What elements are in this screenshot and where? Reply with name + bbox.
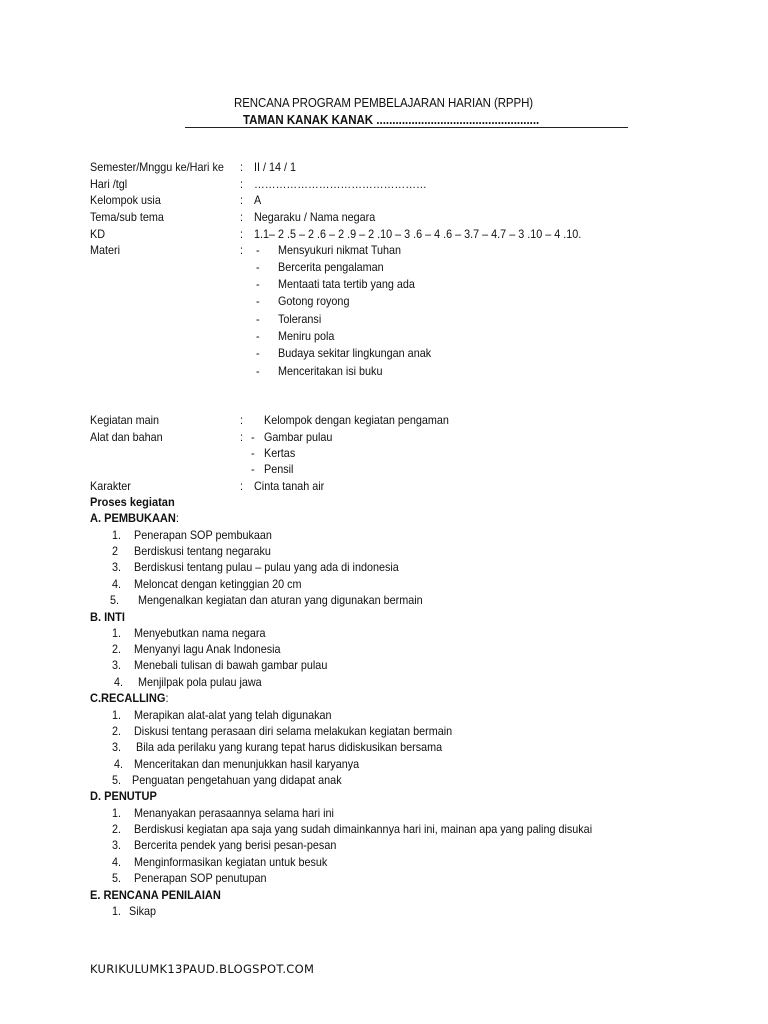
- list-item: Menceritakan dan menunjukkan hasil karyanya: [134, 757, 360, 771]
- list-item-dash: -: [256, 312, 260, 326]
- list-item-dash: -: [251, 462, 255, 476]
- list-item-number: 4.: [114, 675, 124, 689]
- list-item-dash: -: [256, 260, 260, 274]
- penilaian-heading: E. RENCANA PENILAIAN: [90, 888, 221, 902]
- inti-heading: B. INTI: [90, 610, 125, 624]
- list-item: Toleransi: [278, 312, 322, 326]
- pembukaan-heading-text: A. PEMBUKAAN: [90, 511, 176, 525]
- list-item-number: 4.: [112, 855, 122, 869]
- list-item-dash: -: [256, 346, 260, 360]
- document-title: RENCANA PROGRAM PEMBELAJARAN HARIAN (RPPH): [234, 96, 534, 110]
- list-item: Menjilpak pola pulau jawa: [138, 675, 262, 689]
- kd-value: 1.1– 2 .5 – 2 .6 – 2 .9 – 2 .10 – 3 .6 – 4 .6 – 3.7 – 4.7 – 3 .10 – 4 .10.: [254, 227, 582, 241]
- list-item-number: 3.: [112, 838, 122, 852]
- list-item-number: 2.: [112, 724, 122, 738]
- list-item-dash: -: [251, 430, 255, 444]
- semester-colon: :: [240, 160, 244, 174]
- document-subtitle: TAMAN KANAK KANAK ...................................................: [243, 113, 540, 127]
- karakter-colon: :: [240, 479, 244, 493]
- penutup-heading: D. PENUTUP: [90, 789, 157, 803]
- list-item: Menginformasikan kegiatan untuk besuk: [134, 855, 328, 869]
- hari-label: Hari /tgl: [90, 177, 128, 191]
- kelompok-label: Kelompok usia: [90, 193, 161, 207]
- karakter-label: Karakter: [90, 479, 131, 493]
- kelompok-colon: :: [240, 193, 244, 207]
- list-item: Berdiskusi tentang negaraku: [134, 544, 271, 558]
- pembukaan-heading-colon: :: [175, 511, 179, 525]
- list-item: Kertas: [264, 446, 296, 460]
- list-item-dash: -: [256, 243, 260, 257]
- list-item-dash: -: [251, 446, 255, 460]
- list-item: Mentaati tata tertib yang ada: [278, 277, 415, 291]
- title-underline: [185, 127, 628, 128]
- kegiatan-colon: :: [240, 413, 244, 427]
- list-item: Bila ada perilaku yang kurang tepat harus didiskusikan bersama: [136, 740, 443, 754]
- semester-value: II / 14 / 1: [254, 160, 297, 174]
- list-item-number: 2.: [112, 822, 122, 836]
- list-item: Bercerita pengalaman: [278, 260, 384, 274]
- pembukaan-heading: [90, 510, 179, 527]
- alat-label: Alat dan bahan: [90, 430, 163, 444]
- list-item-number: 5.: [112, 773, 122, 787]
- materi-label: Materi: [90, 243, 121, 257]
- proses-heading: Proses kegiatan: [90, 495, 175, 509]
- list-item-number: 2.: [112, 642, 122, 656]
- list-item: Mensyukuri nikmat Tuhan: [278, 243, 402, 257]
- list-item: Merapikan alat-alat yang telah digunakan: [134, 708, 332, 722]
- tema-value: Negaraku / Nama negara: [254, 210, 376, 224]
- list-item: Bercerita pendek yang berisi pesan-pesan: [134, 838, 337, 852]
- list-item-number: 1.: [112, 528, 122, 542]
- list-item: Pensil: [264, 462, 294, 476]
- kd-colon: :: [240, 227, 244, 241]
- list-item: Meloncat dengan ketinggian 20 cm: [134, 577, 302, 591]
- list-item: Menceritakan isi buku: [278, 364, 383, 378]
- list-item: Penerapan SOP penutupan: [134, 871, 267, 885]
- list-item: Gambar pulau: [264, 430, 333, 444]
- list-item: Budaya sekitar lingkungan anak: [278, 346, 432, 360]
- tema-label: Tema/sub tema: [90, 210, 164, 224]
- list-item-dash: -: [256, 364, 260, 378]
- list-item-number: 3.: [112, 658, 122, 672]
- list-item-number: 1.: [112, 904, 122, 918]
- list-item: Penguatan pengetahuan yang didapat anak: [132, 773, 342, 787]
- recalling-heading-colon: :: [165, 691, 169, 705]
- kegiatan-label: Kegiatan main: [90, 413, 160, 427]
- list-item: Menanyakan perasaannya selama hari ini: [134, 806, 334, 820]
- list-item-dash: -: [256, 329, 260, 343]
- materi-colon: :: [240, 243, 244, 257]
- list-item: Berdiskusi tentang pulau – pulau yang ada di indonesia: [134, 560, 399, 574]
- karakter-value: Cinta tanah air: [254, 479, 325, 493]
- list-item: Diskusi tentang perasaan diri selama melakukan kegiatan bermain: [134, 724, 453, 738]
- recalling-heading-text: C.RECALLING: [90, 691, 166, 705]
- list-item-dash: -: [256, 277, 260, 291]
- list-item-number: 1.: [112, 708, 122, 722]
- footer-watermark: KURIKULUMK13PAUD.BLOGSPOT.COM: [90, 962, 315, 976]
- list-item: Menyebutkan nama negara: [134, 626, 266, 640]
- kegiatan-value: Kelompok dengan kegiatan pengaman: [264, 413, 449, 427]
- list-item: Meniru pola: [278, 329, 335, 343]
- list-item-number: 4.: [112, 577, 122, 591]
- list-item: Penerapan SOP pembukaan: [134, 528, 272, 542]
- recalling-heading: [90, 690, 169, 707]
- list-item: Menebali tulisan di bawah gambar pulau: [134, 658, 328, 672]
- kd-label: KD: [90, 227, 106, 241]
- hari-value: …………………………………………: [254, 177, 427, 191]
- list-item-number: 3.: [112, 560, 122, 574]
- tema-colon: :: [240, 210, 244, 224]
- alat-colon: :: [240, 430, 244, 444]
- list-item-number: 5.: [112, 871, 122, 885]
- list-item-number: 5.: [110, 593, 120, 607]
- kelompok-value: A: [254, 193, 262, 207]
- list-item: Mengenalkan kegiatan dan aturan yang digunakan bermain: [138, 593, 423, 607]
- list-item: Gotong royong: [278, 294, 350, 308]
- list-item-number: 1.: [112, 806, 122, 820]
- hari-colon: :: [240, 177, 244, 191]
- semester-label: Semester/Mnggu ke/Hari ke: [90, 160, 224, 174]
- list-item: Menyanyi lagu Anak Indonesia: [134, 642, 281, 656]
- list-item-number: 2: [112, 544, 119, 558]
- list-item-number: 4.: [114, 757, 124, 771]
- list-item-number: 3.: [112, 740, 122, 754]
- list-item-dash: -: [256, 294, 260, 308]
- list-item: Sikap: [129, 904, 157, 918]
- list-item-number: 1.: [112, 626, 122, 640]
- list-item: Berdiskusi kegiatan apa saja yang sudah dimainkannya hari ini, mainan apa yang paling disukai: [134, 822, 593, 836]
